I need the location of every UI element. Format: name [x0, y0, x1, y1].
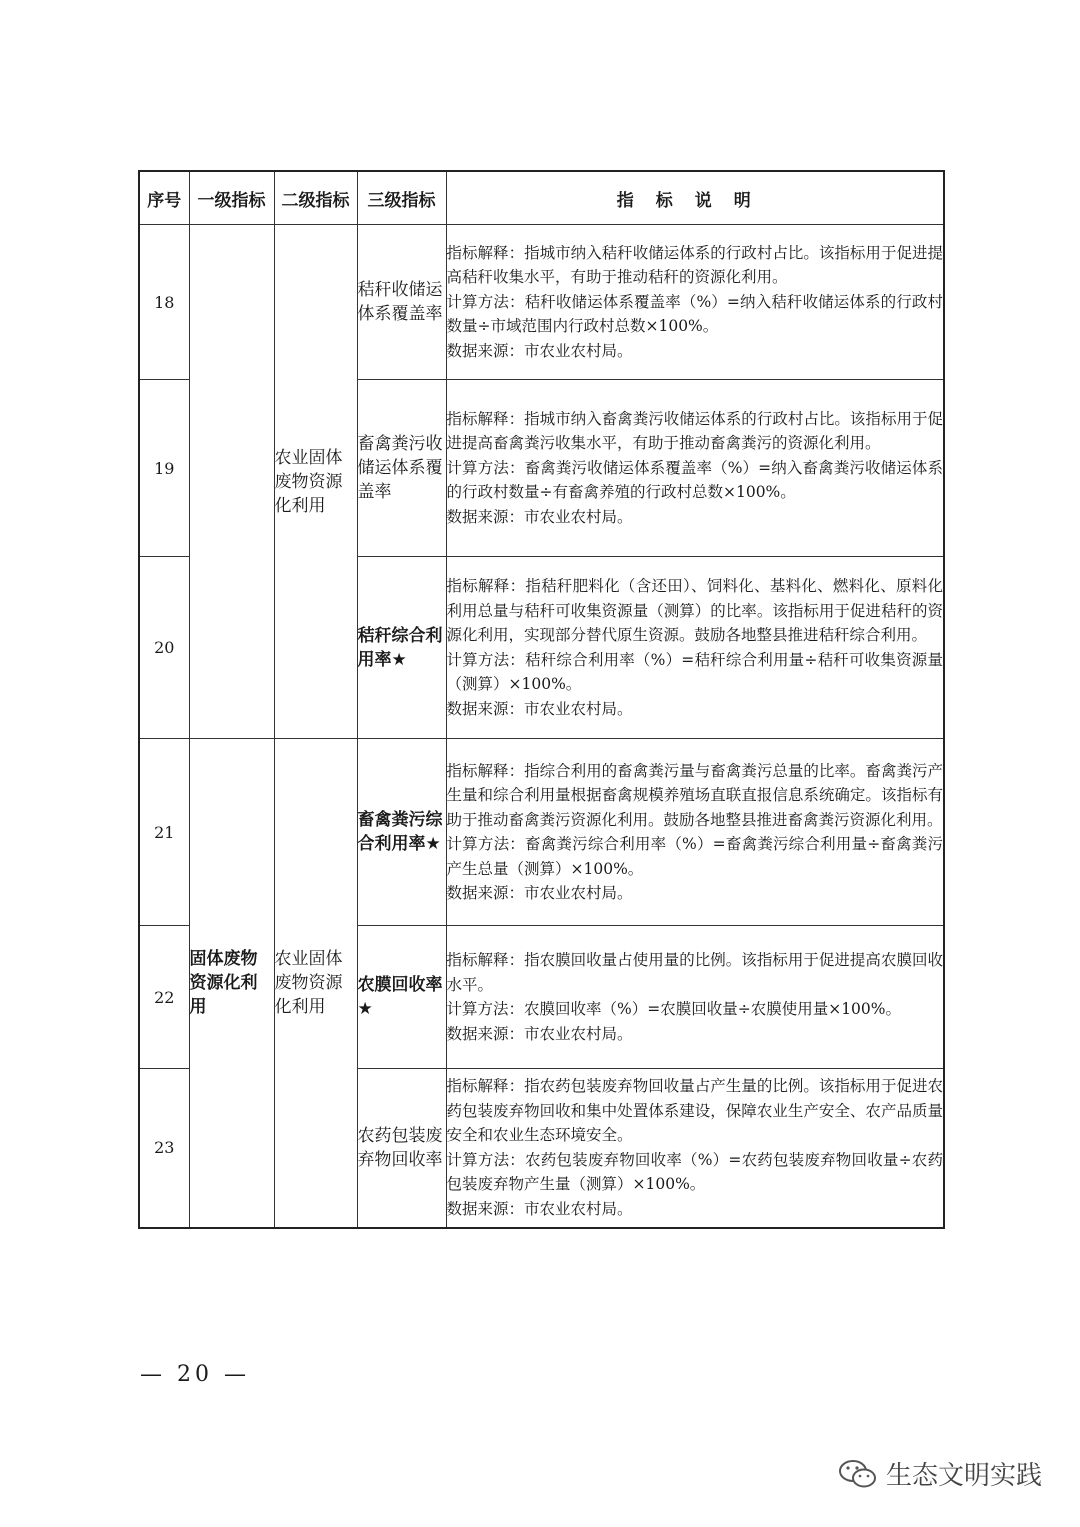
wechat-icon	[838, 1459, 878, 1489]
desc-method: 计算方法：畜禽粪污收储运体系覆盖率（%）=纳入畜禽粪污收储运体系的行政村数量÷有畜禽养殖的行政村总数×100%。	[446, 458, 943, 502]
indicator-table	[138, 170, 945, 1229]
level3-cell: 秸秆收储运体系覆盖率	[357, 225, 446, 380]
desc-source: 数据来源：市农业农村局。	[446, 1024, 633, 1043]
table-row	[139, 225, 944, 380]
desc-method: 计算方法：畜禽粪污综合利用率（%）=畜禽粪污综合利用量÷畜禽粪污产生总量（测算）×100%。	[446, 835, 943, 878]
desc-cell	[446, 557, 944, 739]
desc-cell	[446, 1069, 944, 1228]
desc-explain: 指标解释：指综合利用的畜禽粪污量与畜禽粪污总量的比率。畜禽粪污产生量和综合利用量根据畜禽规模养殖场直联直报信息系统确定。该指标有助于推动畜禽粪污资源化利用。鼓励各地整县推进畜禽粪污资源化利用。	[446, 761, 943, 829]
desc-source: 数据来源：市农业农村局。	[446, 507, 633, 526]
level3-cell: 畜禽粪污收储运体系覆盖率	[357, 380, 446, 557]
desc-cell	[446, 380, 944, 557]
watermark-text: 生态文明实践	[886, 1461, 1043, 1491]
level1-cell: 固体废物资源化利用	[189, 739, 274, 1228]
level3-cell: 秸秆综合利用率★	[357, 557, 446, 739]
desc-explain: 指标解释：指秸秆肥料化（含还田）、饲料化、基料化、燃料化、原料化利用总量与秸秆可收集资源量（测算）的比率。该指标用于促进秸秆的资源化利用，实现部分替代原生资源。鼓励各地整县推进秸秆综合利用。	[446, 577, 943, 644]
level2-cell-b: 农业固体废物资源化利用	[274, 739, 357, 1228]
desc-source: 数据来源：市农业农村局。	[446, 341, 633, 360]
row-seq: 20	[139, 557, 189, 739]
header-level3: 三级指标	[357, 171, 446, 225]
table-header-row	[139, 171, 944, 225]
header-level1: 一级指标	[189, 171, 274, 225]
desc-method: 计算方法：秸秆收储运体系覆盖率（%）=纳入秸秆收储运体系的行政村数量÷市域范围内行政村总数×100%。	[446, 292, 943, 336]
header-desc: 指标说明	[446, 171, 944, 225]
watermark	[838, 1455, 1042, 1492]
header-level2: 二级指标	[274, 171, 357, 225]
page-number: — 20 —	[140, 1362, 250, 1387]
desc-cell	[446, 926, 944, 1069]
level1-cell-empty	[189, 225, 274, 739]
row-seq: 23	[139, 1069, 189, 1228]
row-seq: 22	[139, 926, 189, 1069]
level3-cell: 农膜回收率★	[357, 926, 446, 1069]
table-row	[139, 739, 944, 926]
desc-source: 数据来源：市农业农村局。	[446, 1199, 633, 1218]
desc-cell	[446, 739, 944, 926]
desc-source: 数据来源：市农业农村局。	[446, 884, 633, 902]
desc-method: 计算方法：秸秆综合利用率（%）=秸秆综合利用量÷秸秆可收集资源量（测算）×100%。	[446, 650, 943, 693]
level3-cell: 农药包装废弃物回收率	[357, 1069, 446, 1228]
header-seq: 序号	[139, 171, 189, 225]
row-seq: 18	[139, 225, 189, 380]
desc-method: 计算方法：农药包装废弃物回收率（%）=农药包装废弃物回收量÷农药包装废弃物产生量（测算）×100%。	[446, 1150, 943, 1194]
level3-cell: 畜禽粪污综合利用率★	[357, 739, 446, 926]
desc-cell	[446, 225, 944, 380]
desc-explain: 指标解释：指城市纳入畜禽粪污收储运体系的行政村占比。该指标用于促进提高畜禽粪污收集水平，有助于推动畜禽粪污的资源化利用。	[446, 409, 943, 453]
desc-explain: 指标解释：指农药包装废弃物回收量占产生量的比例。该指标用于促进农药包装废弃物回收和集中处置体系建设，保障农业生产安全、农产品质量安全和农业生态环境安全。	[446, 1077, 943, 1145]
desc-explain: 指标解释：指农膜回收量占使用量的比例。该指标用于促进提高农膜回收水平。	[446, 951, 943, 994]
level2-cell-a: 农业固体废物资源化利用	[274, 225, 357, 739]
row-seq: 21	[139, 739, 189, 926]
desc-method: 计算方法：农膜回收率（%）=农膜回收量÷农膜使用量×100%。	[446, 1000, 902, 1018]
row-seq: 19	[139, 380, 189, 557]
desc-explain: 指标解释：指城市纳入秸秆收储运体系的行政村占比。该指标用于促进提高秸秆收集水平，有助于推动秸秆的资源化利用。	[446, 243, 943, 287]
desc-source: 数据来源：市农业农村局。	[446, 699, 633, 718]
